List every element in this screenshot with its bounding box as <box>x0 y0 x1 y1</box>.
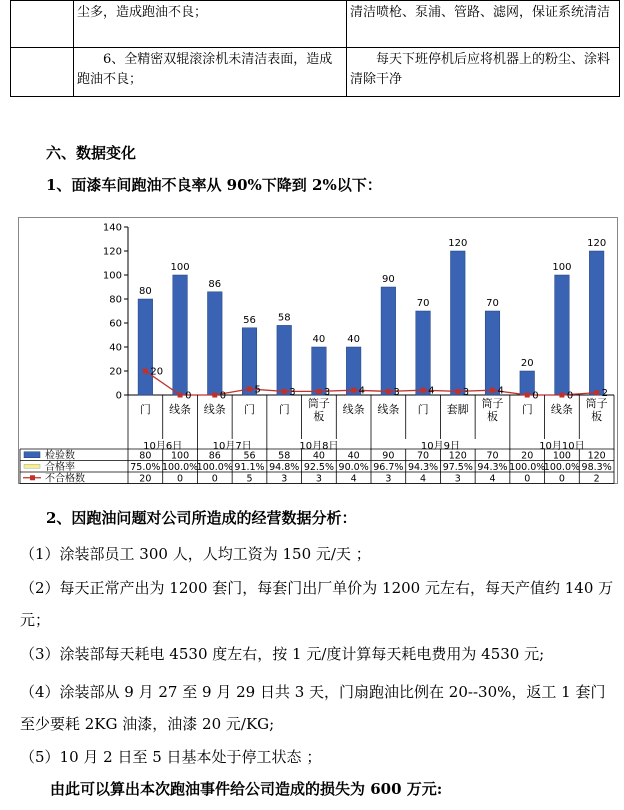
bar-value-label: 100 <box>552 262 572 273</box>
table-cell: 100.0% <box>161 461 199 473</box>
measure-cell: 清洁喷枪、泵浦、管路、滤网，保证系统清洁 <box>347 1 620 48</box>
failure-count-label: 0 <box>219 390 227 402</box>
table-cell: 4 <box>489 473 496 484</box>
paragraph-2: （2）每天正常产出为 1200 套门，每套门出厂单价为 1200 元左右，每天产值约 140 万元； <box>20 579 614 629</box>
failure-count-label: 5 <box>254 384 261 396</box>
bar-value-label: 90 <box>381 274 395 285</box>
legend-key <box>24 464 40 468</box>
failure-count-point <box>282 389 287 394</box>
bar-value-label: 100 <box>170 262 190 273</box>
table-cell-blank <box>11 1 74 48</box>
failure-count-label: 4 <box>497 385 504 397</box>
failure-count-point <box>525 393 530 398</box>
table-cell: 40 <box>312 450 325 462</box>
category-label: 门 <box>521 403 533 416</box>
group-label: 10月7日 <box>212 441 252 452</box>
table-cell: 94.3% <box>477 461 508 473</box>
category-label: 门 <box>417 403 429 416</box>
failure-count-label: 0 <box>566 390 574 402</box>
table-cell: 120 <box>448 450 467 462</box>
y-tick-label: 20 <box>109 366 122 378</box>
failure-count-point <box>386 389 391 394</box>
y-tick-label: 120 <box>102 246 122 258</box>
failure-count-point <box>316 389 321 394</box>
group-label: 10月10日 <box>539 441 585 452</box>
table-cell: 0 <box>558 473 565 484</box>
failure-count-point <box>421 388 426 393</box>
bar-value-label: 20 <box>520 358 534 369</box>
bar <box>207 292 222 395</box>
table-cell: 20 <box>139 473 152 484</box>
legend-key <box>30 475 35 480</box>
failure-count-point <box>178 393 183 398</box>
failure-count-point <box>247 387 252 392</box>
category-label: 线条 <box>377 403 400 416</box>
table-cell: 92.5% <box>303 461 335 473</box>
category-label: 线条 <box>169 403 192 416</box>
table-cell: 120 <box>587 450 606 462</box>
table-cell: 70 <box>417 450 430 462</box>
measure-cell: 每天下班停机后应将机器上的粉尘、涂料清除干净 <box>347 48 620 97</box>
table-cell: 40 <box>347 450 360 462</box>
failure-count-point <box>490 388 495 393</box>
bar-value-label: 40 <box>312 334 326 345</box>
subsection-title-1: 1、面漆车间跑油不良率从 90%下降到 2%以下： <box>46 176 382 194</box>
bar <box>485 311 500 395</box>
failure-count-point <box>455 389 460 394</box>
paragraph-1: （1）涂装部员工 300 人，人均工资为 150 元/天 ； <box>20 545 371 563</box>
table-cell: 90.0% <box>338 461 369 473</box>
bar <box>138 299 153 395</box>
legend-key <box>24 452 40 458</box>
table-cell: 100.0% <box>509 461 546 473</box>
cause-cell: 6、全精密双辊滚涂机未清洁表面，造成跑油不良； <box>74 48 347 97</box>
table-cell: 5 <box>246 473 253 484</box>
bar-value-label: 70 <box>486 298 499 309</box>
y-tick-label: 60 <box>109 318 122 330</box>
table-cell: 96.7% <box>373 461 404 473</box>
y-tick-label: 140 <box>102 222 122 234</box>
table-cell: 4 <box>420 473 427 484</box>
table-cell: 3 <box>454 473 461 484</box>
chart-canvas <box>18 217 618 484</box>
bar-value-label: 80 <box>138 286 152 297</box>
failure-count-label: 3 <box>289 386 296 398</box>
legend-label: 不合格数 <box>45 473 85 484</box>
failure-count-point <box>559 393 564 398</box>
table-cell: 4 <box>350 473 357 484</box>
bar-value-label: 40 <box>347 334 361 345</box>
table-cell: 100 <box>552 450 571 462</box>
y-tick-label: 40 <box>109 342 122 354</box>
table-cell-blank <box>11 48 74 97</box>
group-label: 10月8日 <box>299 441 339 452</box>
category-label: 板 <box>487 410 498 423</box>
bar <box>173 275 188 395</box>
failure-count-label: 3 <box>323 386 331 398</box>
conclusion: 由此可以算出本次跑油事件给公司造成的损失为 600 万元: <box>50 780 443 798</box>
failure-count-label: 3 <box>462 386 470 398</box>
failure-count-label: 3 <box>393 386 400 398</box>
table-cell: 56 <box>243 450 256 462</box>
table-cell: 0 <box>211 473 218 484</box>
table-cell: 98.3% <box>581 461 612 473</box>
y-tick-label: 100 <box>102 270 122 282</box>
group-label: 10月6日 <box>143 441 183 452</box>
bar-value-label: 58 <box>277 312 291 324</box>
bar <box>381 287 396 395</box>
category-label: 门 <box>139 403 151 416</box>
paragraph-5: （5）10 月 2 日至 5 日基本处于停工状态 ； <box>20 748 322 766</box>
table-cell: 91.1% <box>234 461 265 473</box>
inspection-chart <box>18 217 618 484</box>
category-label: 筒子 <box>481 397 504 410</box>
table-cell: 97.5% <box>442 461 473 473</box>
bar <box>589 251 604 395</box>
table-cell: 100.0% <box>196 461 233 473</box>
table-cell: 20 <box>521 450 534 462</box>
failure-count-point <box>212 393 217 398</box>
table-cell: 0 <box>524 473 531 484</box>
paragraph-3: （3）涂装部每天耗电 4530 度左右，按 1 元/度计算每天耗电费用为 4530 元; <box>20 645 545 663</box>
bar <box>555 275 570 395</box>
table-cell: 75.0% <box>130 461 161 473</box>
table-cell: 3 <box>315 473 322 484</box>
section-title: 六、数据变化 <box>46 144 137 162</box>
legend-label: 检验数 <box>45 450 75 462</box>
failure-count-label: 20 <box>150 366 164 378</box>
category-label: 门 <box>244 403 255 416</box>
bar-value-label: 86 <box>208 278 222 290</box>
table-cell: 3 <box>385 473 392 484</box>
table-cell: 100 <box>171 450 190 462</box>
failure-count-label: 4 <box>428 385 435 397</box>
table-cell: 70 <box>486 450 499 462</box>
category-label: 板 <box>313 410 325 423</box>
table-cell: 90 <box>382 450 395 462</box>
table-cell: 0 <box>177 473 184 484</box>
bar <box>277 325 292 395</box>
y-tick-label: 0 <box>115 390 122 402</box>
legend-label: 合格率 <box>45 461 75 473</box>
table-cell: 100.0% <box>543 461 581 473</box>
category-label: 筒子 <box>585 397 608 410</box>
y-tick-label: 80 <box>109 294 122 306</box>
failure-count-point <box>143 369 148 374</box>
failure-count-label: 0 <box>532 390 539 402</box>
table-cell: 3 <box>281 473 288 484</box>
failure-count-label: 4 <box>358 385 366 397</box>
table-cell: 86 <box>208 450 221 462</box>
category-label: 套脚 <box>446 403 469 416</box>
category-label: 筒子 <box>307 397 330 410</box>
bar-value-label: 56 <box>243 314 256 326</box>
bar-value-label: 120 <box>448 238 468 249</box>
bar-value-label: 70 <box>416 298 430 309</box>
table-cell: 94.8% <box>269 461 300 473</box>
failure-count-point <box>351 388 356 393</box>
failure-count-label: 2 <box>601 388 609 400</box>
category-label: 板 <box>591 410 603 423</box>
measures-table <box>10 0 620 100</box>
group-label: 10月9日 <box>420 441 460 452</box>
category-label: 门 <box>278 403 290 416</box>
paragraph-4: （4）涂装部从 9 月 27 至 9 月 29 日共 3 天，门扇跑油比例在 20--30%，返工 1 套门至少要耗 2KG 油漆，油漆 20 元/KG; <box>20 683 606 733</box>
bar <box>416 311 431 395</box>
table-cell: 80 <box>139 450 152 462</box>
subsection-title-2: 2、因跑油问题对公司所造成的经营数据分析： <box>46 509 357 527</box>
failure-count-point <box>594 390 599 395</box>
bar-value-label: 120 <box>587 238 607 249</box>
table-cell: 2 <box>593 473 600 484</box>
category-label: 线条 <box>550 403 573 416</box>
table-cell: 94.3% <box>407 461 439 473</box>
cause-cell: 尘多，造成跑油不良； <box>74 1 347 48</box>
failure-count-label: 0 <box>185 390 192 402</box>
bar <box>450 251 465 395</box>
table-cell: 58 <box>278 450 291 462</box>
category-label: 线条 <box>342 403 365 416</box>
category-label: 线条 <box>203 403 226 416</box>
